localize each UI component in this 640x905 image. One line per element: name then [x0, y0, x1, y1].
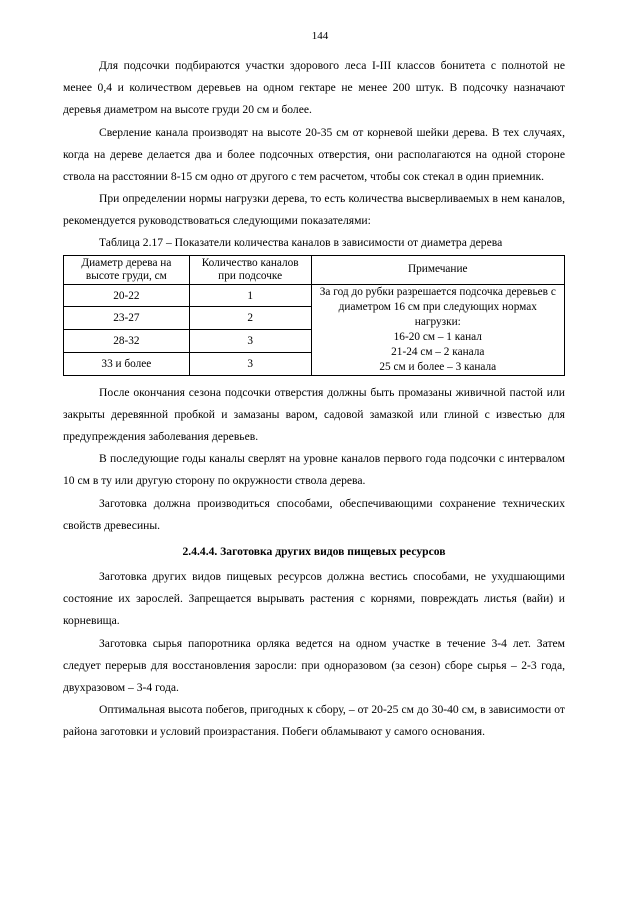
cell-diameter: 28-32 [64, 330, 190, 353]
note-line: За год до рубки разрешается подсочка деревьев с диаметром 16 см при следующих нормах нагрузки: [319, 285, 556, 328]
table-caption: Таблица 2.17 – Показатели количества каналов в зависимости от диаметра дерева [99, 235, 503, 249]
section-heading: 2.4.4.4. Заготовка других видов пищевых ресурсов [182, 545, 446, 559]
paragraph-after-season: После окончания сезона подсочки отверстия должны быть промазаны живичной пастой или закрыты деревянной пробкой и замазаны варом, садовой замазкой или глиной с известью для предупреждения заболевания деревьев. [63, 385, 565, 444]
cell-note [311, 284, 564, 375]
cell-diameter: 20-22 [64, 284, 190, 307]
page-number: 144 [311, 30, 329, 42]
note-line: 21-24 см – 2 канала [391, 345, 485, 358]
paragraph-selection-criteria: Для подсочки подбираются участки здорового леса I-III классов бонитета с полнотой не менее 0,4 и количеством деревьев на одном гектаре не менее 200 штук. В подсочку назначают деревья диаметром на высоте груди 20 см и более. [63, 59, 565, 117]
table-row [64, 284, 565, 307]
cell-channels: 1 [189, 284, 311, 307]
paragraph-drilling-height: Сверление канала производят на высоте 20-35 см от корневой шейки дерева. В тех случаях, когда на дереве делается два и более подсочных отверстия, они располагаются на одной стороне ствола на расстоянии 8-15 см одно от другого с тем расчетом, чтобы сок стекал в один приемник. [63, 125, 565, 184]
note-line: 16-20 см – 1 канал [393, 330, 482, 343]
header-note: Примечание [311, 255, 564, 284]
paragraph-next-years: В последующие годы каналы сверлят на уровне каналов первого года подсочки с интервалом 10 см в ту или другую сторону по окружности ствола дерева. [63, 452, 565, 488]
paragraph-fern-harvest: Заготовка сырья папоротника орляка ведется на одном участке в течение 3-4 лет. Затем следует перерыв для восстановления заросли: при одноразовом (за сезон) сборе сырья – 2-3 года, двухразовом – 3-4 года. [63, 636, 565, 695]
cell-channels: 3 [189, 352, 311, 375]
header-diameter: Диаметр дерева на высоте груди, см [64, 255, 190, 284]
channels-table [63, 255, 565, 376]
header-channels: Количество каналов при подсочке [189, 255, 311, 284]
table-header-row [64, 255, 565, 284]
paragraph-technical-properties: Заготовка должна производиться способами, обеспечивающими сохранение технических свойств древесины. [63, 496, 565, 532]
paragraph-other-resources: Заготовка других видов пищевых ресурсов должна вестись способами, не ухудшающими состояние их зарослей. Запрещается вырывать растения с корнями, повреждать листья (вайи) и корневища. [63, 570, 565, 628]
cell-diameter: 23-27 [64, 307, 190, 330]
cell-channels: 3 [189, 330, 311, 353]
paragraph-load-norm: При определении нормы нагрузки дерева, то есть количества высверливаемых в нем каналов, рекомендуется руководствоваться следующими показателями: [63, 192, 565, 228]
cell-channels: 2 [189, 307, 311, 330]
page-content [63, 55, 565, 744]
note-line: 25 см и более – 3 канала [379, 360, 497, 373]
paragraph-shoot-height: Оптимальная высота побегов, пригодных к сбору, – от 20-25 см до 30-40 см, в зависимости от района заготовки и условий произрастания. Побеги обламывают у самого основания. [63, 703, 565, 739]
cell-diameter: 33 и более [64, 352, 190, 375]
